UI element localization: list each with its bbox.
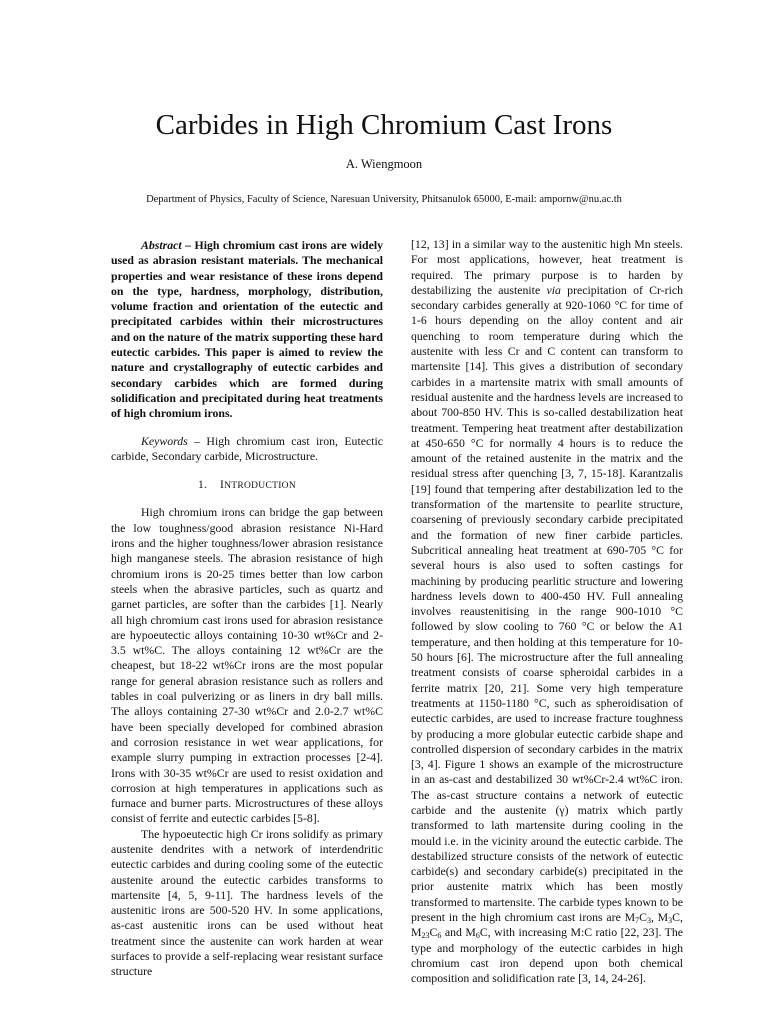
- abstract-paragraph: Abstract – High chromium cast irons are widely used as abrasion resistant materials. The mechanical properties and wear resistance of these irons depend on the type, hardness, morphology, distribution, volume fraction and orientation of the eutectic and precipitated carbides within their microstructures and on the nature of the matrix supporting these hard eutectic carbides. This paper is aimed to review the nature and crystallography of eutectic carbides and secondary carbides which are formed during solidification and precipitated during heat treatments of high chromium irons.: [111, 238, 383, 421]
- body-paragraph: High chromium irons can bridge the gap between the low toughness/good abrasion resistance Ni-Hard irons and the higher toughness/lower abrasion resistance high manganese steels. The abrasion resistance of high chromium irons is 20-25 times better than low carbon steels when the abrasive particles, such as quartz and garnet particles, are softer than the carbides [1]. Nearly all high chromium cast irons used for abrasion resistance are hypoeutectic alloys containing 10-30 wt%Cr and 2-3.5 wt%C. The alloys containing 12 wt%Cr are the cheapest, but 18-22 wt%Cr irons are the most popular range for general abrasion resistance such as rollers and tables in coal pulverizing or as liners in dry ball mills. The alloys containing 27-30 wt%Cr and 2.0-2.7 wt%C have been specially developed for combined abrasion and corrosion resistance in wet wear applications, for example slurry pumping in extraction processes [2-4]. Irons with 30-35 wt%Cr are used to resist oxidation and corrosion at high temperatures in applications such as furnace and burner parts. Microstructures of these alloys consist of ferrite and eutectic carbides [5-8].: [111, 505, 383, 826]
- paper-title: Carbides in High Chromium Cast Irons: [155, 109, 613, 141]
- keywords-text: High chromium cast iron, Eutectic carbide, Secondary carbide, Microstructure.: [111, 433, 383, 463]
- formula-m6c: $M_6C$: [465, 925, 488, 941]
- formula-m7c3: $M_7C_3$: [624, 910, 651, 926]
- left-column: [111, 238, 383, 980]
- author-name: A. Wiengmoon: [345, 157, 423, 171]
- abstract-label: Abstract: [141, 238, 182, 252]
- formula-m3c: $M_3C$: [657, 910, 681, 926]
- author-affiliation: Department of Physics, Faculty of Science, Naresuan University, Phitsanulok 65000, E-mail: ampornw@nu.ac.th: [146, 194, 622, 205]
- body-paragraph: The hypoeutectic high Cr irons solidify as primary austenite dendrites with a network of interdendritic eutectic carbides and during cooling some of the eutectic austenite around the eutectic carbides transforms to martensite [4, 5, 9-11]. The hardness levels of the austenitic irons are 500-520 HV. In some applications, as-cast austenitic irons can be used without heat treatment since the austenite can work harden at wear surfaces to provide a self-replacing wear resistant surface structure: [111, 826, 383, 979]
- right-column: [411, 237, 683, 987]
- section-heading-introduction: 1. INTRODUCTION: [198, 479, 296, 492]
- abstract-text: High chromium cast irons are widely used as abrasion resistant materials. The mechanical properties and wear resistance of these irons depend on the type, hardness, morphology, distribution, volume fraction and orientation of the eutectic and precipitated carbides within their microstructures and on the nature of the matrix supporting these hard eutectic carbides. This paper is aimed to review the nature and crystallography of eutectic carbides and secondary carbides which are formed during solidification and precipitated during heat treatments of high chromium irons.: [111, 238, 383, 421]
- keywords-label: Keywords: [141, 433, 188, 448]
- keywords-paragraph: Keywords – High chromium cast iron, Eutectic carbide, Secondary carbide, Microstructure.: [111, 433, 383, 463]
- formula-m23c6: $M_{23}C_6$: [411, 925, 442, 941]
- body-paragraph: [12, 13] in a similar way to the austenitic high Mn steels. For most applications, however, heat treatment is required. The primary purpose is to harden by destabilizing the austenite via precipitation of Cr-rich secondary carbides generally at 920-1060 °C for time of 1-6 hours depending on the alloy content and air quenching to room temperature during which the austenite with less Cr and C content can transform to martensite [14]. This gives a distribution of secondary carbides in a martensite matrix with small amounts of residual austenite and the hardness levels are increased to about 700-850 HV. This is so-called destabilization heat treatment. Tempering heat treatment after destabilization at 450-650 °C for normally 4 hours is to reduce the amount of the retained austenite in the matrix and the residual stress after quenching [3, 7, 15-18]. Karantzalis [19] found that tempering after destabilization led to the transformation of the martensite to pearlite structure, coarsening of previously secondary carbide precipitated and the formation of new finer carbide particles. Subcritical annealing heat treatment at 690-705 °C for several hours is also used to soften castings for machining by producing pearlitic structure and lowering hardness levels down to 400-450 HV. Full annealing involves reaustenitising in the range 900-1010 °C followed by slow cooling to 760 °C or below the A1 temperature, and then holding at this temperature for 10-50 hours [6]. The microstructure after the full annealing treatment consists of coarse spheroidal carbides in a ferrite matrix [20, 21]. Some very high temperature treatments at 1150-1180 °C, such as spheroidisation of eutectic carbides, are used to increase fracture toughness by producing a more globular eutectic carbide shape and controlled dispersion of secondary carbides in the matrix [3, 4]. Figure 1 shows an example of the microstructure in an as-cast and destabilized 30 wt%Cr-2.4 wt%C iron. The as-cast structure contains a network of eutectic carbide and the austenite (γ) matrix which partly transformed to lath martensite during cooling in the mould i.e. in the vicinity around the eutectic carbide. The destabilized structure consists of the network of eutectic carbide(s) and secondary carbide(s) precipitated in the prior austenite matrix which has been mostly transformed to martensite. The carbide types known to be present in the high chromium cast irons are $M_7C_3$, $M_3C$, $M_{23}C_6$ and $M_6C$, with increasing M:C ratio [22, 23]. The type and morphology of the eutectic carbides in high chromium cast iron depend upon both chemical composition and solidification rate [3, 14, 24-26].: [411, 237, 684, 986]
